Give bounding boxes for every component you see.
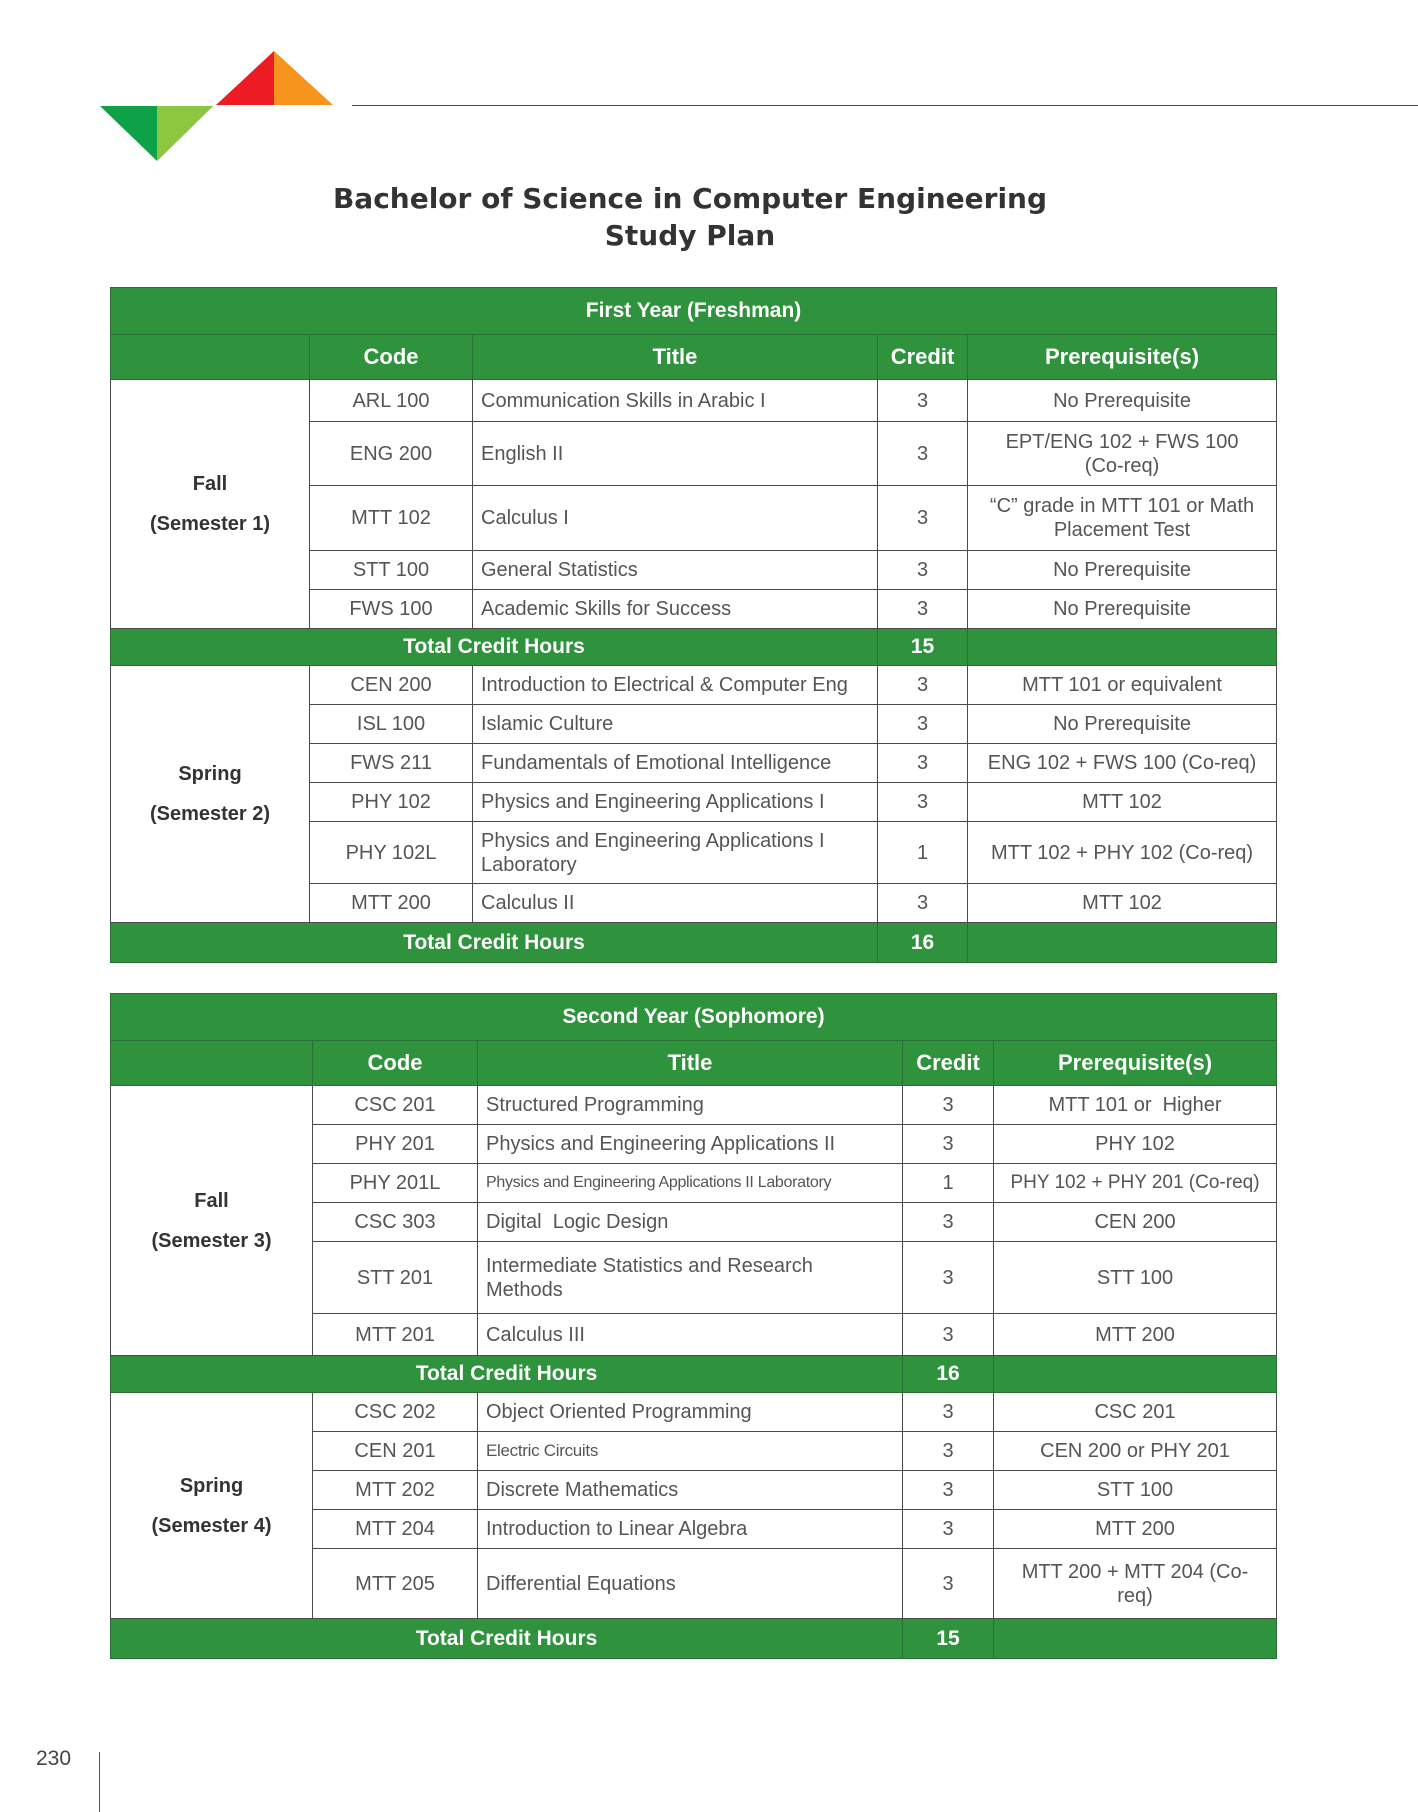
semester-cell <box>111 1086 313 1356</box>
semester-label: (Semester 2) <box>149 803 271 825</box>
course-title: General Statistics <box>473 551 878 590</box>
course-title: Physics and Engineering Applications II Laboratory <box>478 1164 903 1203</box>
header-title: Title <box>478 1041 903 1086</box>
header-prerequisites: Prerequisite(s) <box>968 335 1277 380</box>
course-prerequisite: CEN 200 <box>994 1203 1277 1242</box>
course-prerequisite: EPT/ENG 102 + FWS 100 (Co-req) <box>968 422 1277 486</box>
course-code: ARL 100 <box>310 380 473 422</box>
table-row <box>111 380 1277 422</box>
course-prerequisite: MTT 101 or Higher <box>994 1086 1277 1125</box>
total-blank <box>968 923 1277 963</box>
year-title: First Year (Freshman) <box>111 288 1277 335</box>
semester-cell <box>111 380 310 629</box>
course-credit: 3 <box>878 884 968 923</box>
semester-cell <box>111 666 310 923</box>
course-prerequisite: ENG 102 + FWS 100 (Co-req) <box>968 744 1277 783</box>
course-title: Calculus I <box>473 486 878 551</box>
header-code: Code <box>313 1041 478 1086</box>
course-credit: 3 <box>878 422 968 486</box>
total-row <box>111 923 1277 963</box>
course-code: CSC 201 <box>313 1086 478 1125</box>
course-code: MTT 200 <box>310 884 473 923</box>
course-code: PHY 102 <box>310 783 473 822</box>
total-value: 15 <box>878 629 968 666</box>
course-prerequisite: No Prerequisite <box>968 590 1277 629</box>
course-title: Physics and Engineering Applications II <box>478 1125 903 1164</box>
logo-light-green-triangle <box>157 106 213 161</box>
course-credit: 3 <box>878 744 968 783</box>
total-value: 16 <box>903 1356 994 1393</box>
course-code: MTT 201 <box>313 1314 478 1356</box>
course-prerequisite: PHY 102 <box>994 1125 1277 1164</box>
table-row <box>111 666 1277 705</box>
course-code: ISL 100 <box>310 705 473 744</box>
course-code: MTT 205 <box>313 1549 478 1619</box>
course-title: Digital Logic Design <box>478 1203 903 1242</box>
course-credit: 3 <box>903 1432 994 1471</box>
total-label: Total Credit Hours <box>111 629 878 666</box>
header-rule <box>352 105 1418 106</box>
university-logo <box>0 0 340 170</box>
course-title: Structured Programming <box>478 1086 903 1125</box>
semester-season: Spring <box>178 763 242 785</box>
course-code: CSC 202 <box>313 1393 478 1432</box>
page-number-divider <box>99 1752 100 1812</box>
course-code: MTT 202 <box>313 1471 478 1510</box>
document-title-line2: Study Plan <box>604 219 776 252</box>
header-credit: Credit <box>903 1041 994 1086</box>
course-title: Islamic Culture <box>473 705 878 744</box>
course-credit: 3 <box>878 590 968 629</box>
course-code: PHY 201 <box>313 1125 478 1164</box>
column-header-row <box>111 1041 1277 1086</box>
course-credit: 3 <box>878 551 968 590</box>
course-credit: 3 <box>878 705 968 744</box>
course-prerequisite: MTT 102 <box>968 783 1277 822</box>
course-code: PHY 102L <box>310 822 473 884</box>
course-prerequisite: MTT 200 <box>994 1314 1277 1356</box>
total-row <box>111 629 1277 666</box>
course-prerequisite: MTT 101 or equivalent <box>968 666 1277 705</box>
header-prerequisites: Prerequisite(s) <box>994 1041 1277 1086</box>
course-code: CEN 200 <box>310 666 473 705</box>
course-credit: 3 <box>903 1086 994 1125</box>
year-band <box>111 994 1277 1041</box>
course-title: Discrete Mathematics <box>478 1471 903 1510</box>
total-label: Total Credit Hours <box>111 1619 903 1659</box>
course-prerequisite: No Prerequisite <box>968 705 1277 744</box>
table-row <box>111 1393 1277 1432</box>
course-code: MTT 102 <box>310 486 473 551</box>
page-number: 230 <box>36 1747 72 1770</box>
course-credit: 3 <box>903 1549 994 1619</box>
course-prerequisite: MTT 102 + PHY 102 (Co-req) <box>968 822 1277 884</box>
course-title: Electric Circuits <box>478 1432 903 1471</box>
column-header-row <box>111 335 1277 380</box>
course-credit: 3 <box>878 380 968 422</box>
header-blank <box>111 335 310 380</box>
course-prerequisite: MTT 200 <box>994 1510 1277 1549</box>
course-title: Physics and Engineering Applications I <box>473 783 878 822</box>
course-credit: 3 <box>903 1393 994 1432</box>
course-credit: 3 <box>878 783 968 822</box>
course-prerequisite: PHY 102 + PHY 201 (Co-req) <box>994 1164 1277 1203</box>
total-label: Total Credit Hours <box>111 1356 903 1393</box>
course-credit: 1 <box>903 1164 994 1203</box>
course-credit: 3 <box>903 1203 994 1242</box>
course-code: CSC 303 <box>313 1203 478 1242</box>
course-prerequisite: STT 100 <box>994 1471 1277 1510</box>
total-blank <box>968 629 1277 666</box>
total-value: 16 <box>878 923 968 963</box>
course-title: Calculus II <box>473 884 878 923</box>
table-row <box>111 1086 1277 1125</box>
header-credit: Credit <box>878 335 968 380</box>
course-title: Differential Equations <box>478 1549 903 1619</box>
semester-season: Fall <box>194 1189 229 1212</box>
document-title-line1: Bachelor of Science in Computer Engineering <box>332 182 1048 215</box>
header-title: Title <box>473 335 878 380</box>
total-blank <box>994 1619 1277 1659</box>
course-prerequisite: No Prerequisite <box>968 380 1277 422</box>
semester-season: Fall <box>192 473 228 495</box>
course-title: Fundamentals of Emotional Intelligence <box>473 744 878 783</box>
logo-red-triangle <box>216 51 274 105</box>
course-prerequisite: “C” grade in MTT 101 or Math Placement Test <box>968 486 1277 551</box>
course-prerequisite: No Prerequisite <box>968 551 1277 590</box>
total-row <box>111 1356 1277 1393</box>
total-label: Total Credit Hours <box>111 923 878 963</box>
document-title <box>0 180 1380 254</box>
course-title: Calculus III <box>478 1314 903 1356</box>
course-code: STT 201 <box>313 1242 478 1314</box>
course-prerequisite: MTT 200 + MTT 204 (Co-req) <box>994 1549 1277 1619</box>
semester-label: (Semester 4) <box>151 1514 272 1537</box>
header-blank <box>111 1041 313 1086</box>
course-title: English II <box>473 422 878 486</box>
course-code: FWS 100 <box>310 590 473 629</box>
course-title: Intermediate Statistics and Research Methods <box>478 1242 903 1314</box>
second-year-table <box>110 993 1277 1659</box>
course-prerequisite: CSC 201 <box>994 1393 1277 1432</box>
course-title: Introduction to Linear Algebra <box>478 1510 903 1549</box>
course-title: Physics and Engineering Applications I Laboratory <box>473 822 878 884</box>
year-title: Second Year (Sophomore) <box>111 994 1277 1041</box>
first-year-table <box>110 287 1277 963</box>
year-band <box>111 288 1277 335</box>
course-code: PHY 201L <box>313 1164 478 1203</box>
semester-label: (Semester 3) <box>151 1229 272 1252</box>
semester-label: (Semester 1) <box>149 513 271 535</box>
course-title: Communication Skills in Arabic I <box>473 380 878 422</box>
course-credit: 1 <box>878 822 968 884</box>
course-code: MTT 204 <box>313 1510 478 1549</box>
course-credit: 3 <box>903 1125 994 1164</box>
total-value: 15 <box>903 1619 994 1659</box>
course-title: Academic Skills for Success <box>473 590 878 629</box>
course-code: STT 100 <box>310 551 473 590</box>
semester-season: Spring <box>179 1474 244 1497</box>
course-prerequisite: CEN 200 or PHY 201 <box>994 1432 1277 1471</box>
course-code: ENG 200 <box>310 422 473 486</box>
course-prerequisite: MTT 102 <box>968 884 1277 923</box>
course-code: FWS 211 <box>310 744 473 783</box>
semester-cell <box>111 1393 313 1619</box>
course-credit: 3 <box>878 666 968 705</box>
course-credit: 3 <box>903 1471 994 1510</box>
course-code: CEN 201 <box>313 1432 478 1471</box>
course-credit: 3 <box>903 1314 994 1356</box>
course-credit: 3 <box>878 486 968 551</box>
total-blank <box>994 1356 1277 1393</box>
course-title: Object Oriented Programming <box>478 1393 903 1432</box>
course-credit: 3 <box>903 1510 994 1549</box>
course-credit: 3 <box>903 1242 994 1314</box>
total-row <box>111 1619 1277 1659</box>
header-code: Code <box>310 335 473 380</box>
logo-orange-triangle <box>274 51 333 105</box>
course-title: Introduction to Electrical & Computer Eng <box>473 666 878 705</box>
course-prerequisite: STT 100 <box>994 1242 1277 1314</box>
